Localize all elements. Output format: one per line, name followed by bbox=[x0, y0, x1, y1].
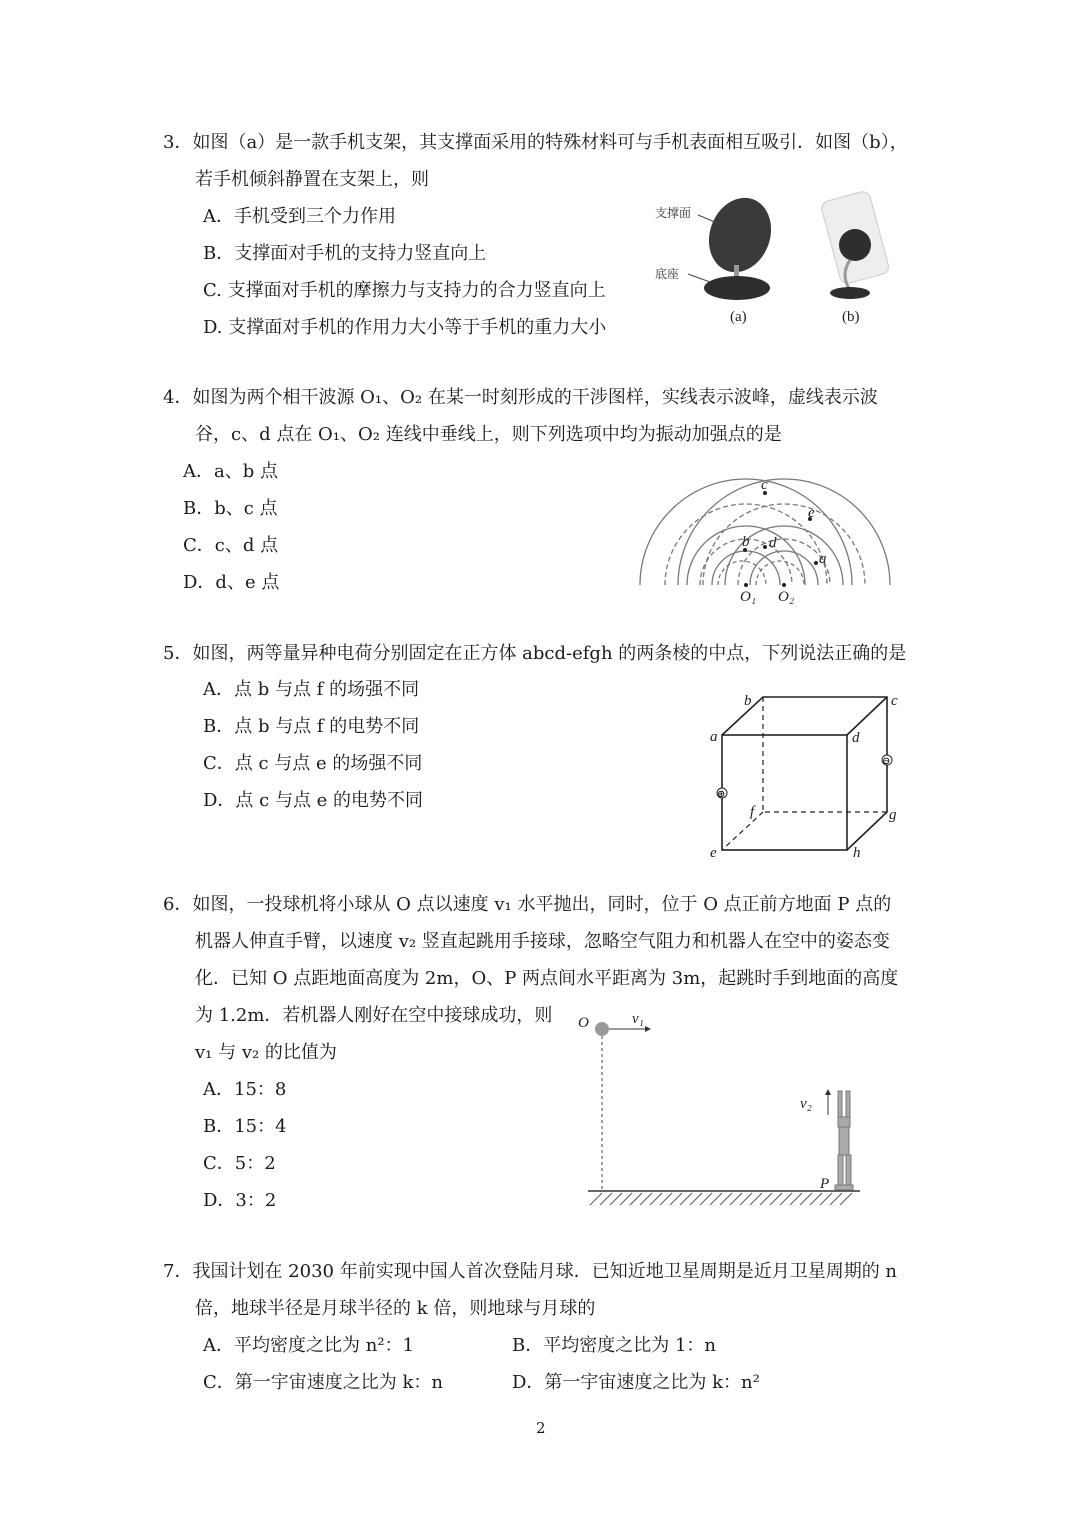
cube-figure bbox=[700, 685, 910, 865]
option-d: D. 支撑面对手机的作用力大小等于手机的重力大小 bbox=[203, 317, 607, 338]
phone-holder-figure bbox=[650, 190, 910, 330]
option-d: D．3：2 bbox=[203, 1190, 277, 1211]
vertex-d: d bbox=[852, 730, 860, 746]
option-b: B．15：4 bbox=[203, 1116, 287, 1137]
point-e: e bbox=[808, 505, 815, 521]
option-c: C．点 c 与点 e 的场强不同 bbox=[203, 753, 423, 774]
option-d: D．第一宇宙速度之比为 k：n² bbox=[512, 1372, 760, 1393]
vertex-b: b bbox=[744, 693, 752, 709]
question-text: 6．如图，一投球机将小球从 O 点以速度 v₁ 水平抛出，同时，位于 O 点正前方地面 P 点的 bbox=[163, 894, 892, 915]
negative-charge: ⊖ bbox=[882, 756, 891, 767]
question-text: 机器人伸直手臂，以速度 v₂ 竖直起跳用手接球，忽略空气阻力和机器人在空中的姿态变 bbox=[195, 931, 890, 952]
caption-b: (b) bbox=[842, 309, 860, 325]
source-o2: O₂ bbox=[778, 589, 795, 605]
vertex-h: h bbox=[853, 845, 861, 861]
question-text: 倍，地球半径是月球半径的 k 倍，则地球与月球的 bbox=[195, 1298, 596, 1319]
option-a: A．点 b 与点 f 的场强不同 bbox=[203, 679, 420, 700]
label-base: 底座 bbox=[655, 267, 680, 281]
positive-charge: ⊕ bbox=[717, 789, 726, 800]
question-text: 4．如图为两个相干波源 O₁、O₂ 在某一时刻形成的干涉图样，实线表示波峰，虚线表示波 bbox=[163, 387, 878, 408]
option-a: A．平均密度之比为 n²：1 bbox=[203, 1335, 414, 1356]
source-o1: O₁ bbox=[740, 589, 757, 605]
question-text: 7．我国计划在 2030 年前实现中国人首次登陆月球．已知近地卫星周期是近月卫星周期的 n bbox=[163, 1261, 898, 1282]
option-c: C. 支撑面对手机的摩擦力与支持力的合力竖直向上 bbox=[203, 280, 606, 301]
label-v1: v₁ bbox=[632, 1011, 644, 1027]
option-c: C．第一宇宙速度之比为 k：n bbox=[203, 1372, 443, 1393]
vertex-g: g bbox=[889, 807, 897, 823]
question-text: 3．如图（a）是一款手机支架，其支撑面采用的特殊材料可与手机表面相互吸引．如图（b）， bbox=[163, 132, 908, 153]
point-b: b bbox=[742, 534, 750, 550]
caption-a: (a) bbox=[730, 309, 747, 325]
option-a: A．手机受到三个力作用 bbox=[203, 206, 396, 227]
page-number: 2 bbox=[536, 1419, 546, 1437]
option-b: B．点 b 与点 f 的电势不同 bbox=[203, 716, 420, 737]
option-c: C．5：2 bbox=[203, 1153, 276, 1174]
robot-icon bbox=[835, 1091, 853, 1190]
label-v2: v₂ bbox=[800, 1096, 812, 1112]
option-b: B．b、c 点 bbox=[183, 498, 278, 519]
question-text: 5．如图，两等量异种电荷分别固定在正方体 abcd-efgh 的两条棱的中点，下列说法正确的是 bbox=[163, 643, 907, 664]
question-text: 为 1.2m．若机器人刚好在空中接球成功，则 bbox=[195, 1005, 553, 1026]
vertex-f: f bbox=[750, 804, 755, 820]
point-c: c bbox=[761, 477, 768, 493]
label-p: P bbox=[820, 1176, 830, 1192]
option-a: A．15：8 bbox=[203, 1079, 287, 1100]
vertex-e: e bbox=[710, 845, 717, 861]
option-c: C．c、d 点 bbox=[183, 535, 279, 556]
vertex-a: a bbox=[710, 729, 718, 745]
label-surface: 支撑面 bbox=[655, 206, 692, 220]
question-text: 化．已知 O 点距地面高度为 2m，O、P 两点间水平距离为 3m，起跳时手到地面的高度 bbox=[195, 968, 899, 989]
projectile-figure bbox=[570, 1005, 870, 1210]
question-text: v₁ 与 v₂ 的比值为 bbox=[195, 1042, 337, 1063]
question-text: 若手机倾斜静置在支架上，则 bbox=[195, 169, 429, 190]
question-text: 谷，c、d 点在 O₁、O₂ 连线中垂线上，则下列选项中均为振动加强点的是 bbox=[195, 424, 782, 445]
label-o: O bbox=[578, 1015, 589, 1031]
point-d: d bbox=[769, 535, 777, 551]
vertex-c: c bbox=[891, 693, 898, 709]
option-b: B．平均密度之比为 1：n bbox=[512, 1335, 716, 1356]
interference-figure bbox=[630, 475, 900, 610]
option-a: A．a、b 点 bbox=[183, 461, 278, 482]
option-d: D．d、e 点 bbox=[183, 572, 280, 593]
point-a: a bbox=[819, 551, 827, 567]
option-d: D．点 c 与点 e 的电势不同 bbox=[203, 790, 424, 811]
option-b: B．支撑面对手机的支持力竖直向上 bbox=[203, 243, 487, 264]
